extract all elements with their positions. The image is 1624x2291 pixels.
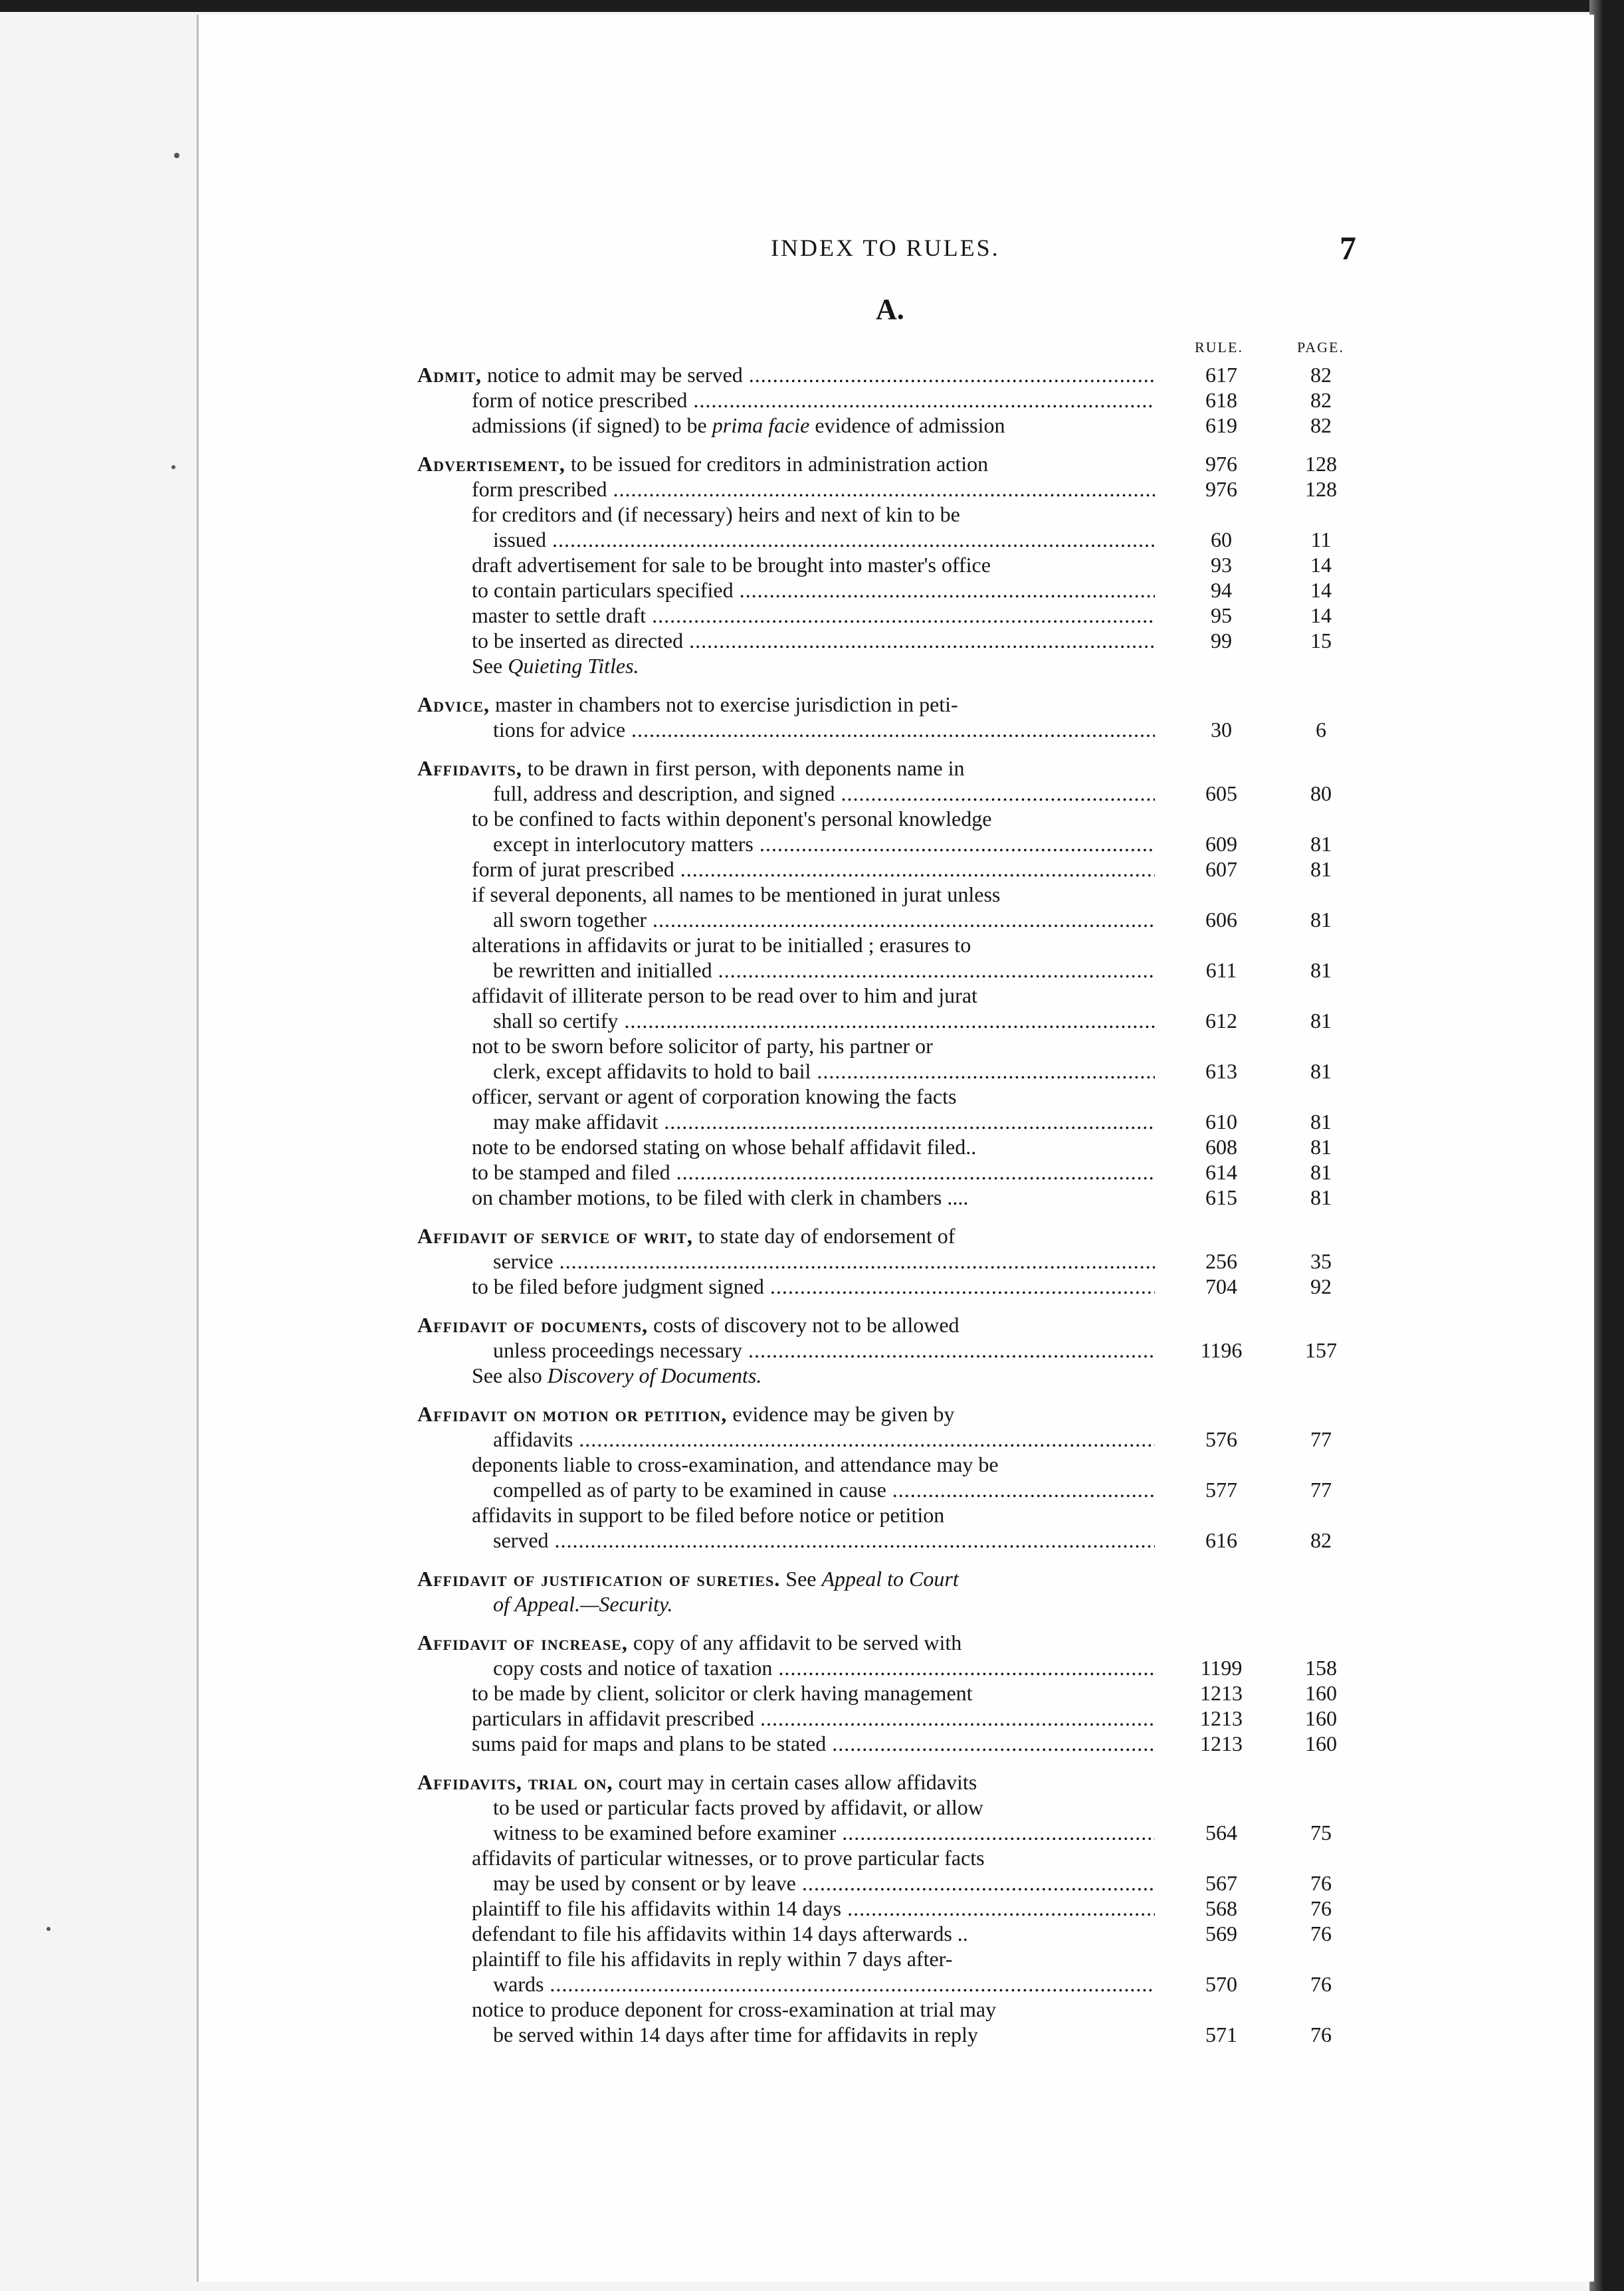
index-text: costs of discovery not to be allowed bbox=[648, 1313, 960, 1337]
rule-number: 704 bbox=[1205, 1274, 1237, 1298]
index-line bbox=[417, 1946, 1381, 1971]
page-reference: 77 bbox=[1310, 1478, 1332, 1502]
index-keyword: Affidavit on motion or petition, bbox=[417, 1402, 728, 1426]
index-line bbox=[417, 907, 1381, 932]
rule-number: 610 bbox=[1205, 1110, 1237, 1134]
page-number: 7 bbox=[1340, 229, 1356, 266]
index-text: master to settle draft bbox=[472, 603, 647, 627]
index-line-text bbox=[417, 1223, 1162, 1248]
rule-number: 607 bbox=[1205, 857, 1237, 881]
index-text: shall so certify bbox=[493, 1009, 619, 1033]
index-text: may make affidavit bbox=[493, 1110, 659, 1134]
page-reference: 35 bbox=[1310, 1249, 1332, 1273]
index-text: unless proceedings necessary bbox=[493, 1338, 742, 1362]
rule-number: 93 bbox=[1211, 553, 1232, 577]
index-text: wards bbox=[493, 1972, 544, 1996]
index-line bbox=[417, 1971, 1381, 1997]
index-line-text bbox=[493, 1248, 1155, 1274]
index-line-text bbox=[472, 413, 1175, 438]
index-text: plaintiff to file his affidavits within 14 days bbox=[472, 1896, 842, 1920]
index-line bbox=[417, 1452, 1381, 1477]
index-line-text bbox=[493, 717, 1155, 742]
page-reference: 15 bbox=[1310, 629, 1332, 652]
index-line-text bbox=[472, 1997, 1175, 2022]
index-text: officer, servant or agent of corporation knowing the facts bbox=[472, 1084, 957, 1108]
index-line bbox=[417, 1731, 1381, 1756]
index-text: to be made by client, solicitor or clerk having management bbox=[472, 1681, 973, 1705]
rule-number: 567 bbox=[1205, 1871, 1237, 1895]
index-line bbox=[417, 1084, 1381, 1109]
index-line bbox=[417, 1033, 1381, 1058]
index-text: tions for advice bbox=[493, 718, 626, 742]
index-text: issued bbox=[493, 528, 546, 551]
index-line-text bbox=[472, 577, 1155, 603]
page-reference: 81 bbox=[1310, 908, 1332, 932]
index-text: draft advertisement for sale to be brought into master's office bbox=[472, 553, 991, 577]
rule-number: 1199 bbox=[1200, 1656, 1243, 1680]
index-line bbox=[417, 1058, 1381, 1084]
index-line bbox=[417, 755, 1381, 781]
index-line-text bbox=[472, 1274, 1155, 1299]
rule-number: 612 bbox=[1205, 1009, 1237, 1033]
index-line bbox=[417, 1896, 1381, 1921]
index-line bbox=[417, 1921, 1381, 1946]
index-line bbox=[417, 1363, 1381, 1388]
index-text: except in interlocutory matters bbox=[493, 832, 754, 856]
index-entry bbox=[417, 1223, 1381, 1299]
index-text: witness to be examined before examiner bbox=[493, 1821, 837, 1844]
index-text: copy of any affidavit to be served with bbox=[627, 1631, 962, 1654]
index-line bbox=[417, 1223, 1381, 1248]
page-reference: 14 bbox=[1310, 578, 1332, 602]
index-line-text bbox=[493, 1427, 1155, 1452]
index-line bbox=[417, 502, 1381, 527]
index-line-text bbox=[417, 1566, 1162, 1591]
index-line bbox=[417, 552, 1381, 577]
index-text: to contain particulars specified bbox=[472, 578, 734, 602]
index-keyword: Affidavits, trial on, bbox=[417, 1770, 613, 1794]
scan-right-edge bbox=[1589, 0, 1624, 2291]
page-reference: 11 bbox=[1310, 528, 1332, 551]
page-reference: 77 bbox=[1310, 1427, 1332, 1451]
rule-number: 577 bbox=[1205, 1478, 1237, 1502]
page-reference: 76 bbox=[1310, 1871, 1332, 1895]
page-reference: 81 bbox=[1310, 857, 1332, 881]
page-reference: 76 bbox=[1310, 2023, 1332, 2046]
index-text: to be confined to facts within deponent's personal knowledge bbox=[472, 807, 992, 831]
index-line-text bbox=[493, 957, 1155, 983]
index-entry bbox=[417, 1566, 1381, 1617]
index-line bbox=[417, 1528, 1381, 1553]
index-line bbox=[417, 1312, 1381, 1338]
index-text: full, address and description, and signed bbox=[493, 781, 835, 805]
index-line-text bbox=[472, 1896, 1155, 1921]
section-letter: A. bbox=[876, 293, 904, 326]
index-line-text bbox=[493, 831, 1155, 856]
index-line-text bbox=[493, 527, 1155, 552]
index-text: affidavits bbox=[493, 1427, 573, 1451]
rule-number: 564 bbox=[1205, 1821, 1237, 1844]
index-text: affidavits of particular witnesses, or to prove particular facts bbox=[472, 1846, 985, 1870]
index-line-text bbox=[472, 1185, 1175, 1210]
index-line-text bbox=[472, 1921, 1175, 1946]
index-line-text bbox=[472, 1033, 1175, 1058]
index-line-text bbox=[472, 1452, 1175, 1477]
page-reference: 75 bbox=[1310, 1821, 1332, 1844]
index-text: served bbox=[493, 1528, 549, 1552]
index-text: notice to produce deponent for cross-examination at trial may bbox=[472, 1997, 997, 2021]
rule-number: 571 bbox=[1205, 2023, 1237, 2046]
index-text: note to be endorsed stating on whose behalf affidavit filed.. bbox=[472, 1135, 977, 1159]
index-text: affidavit of illiterate person to be read over to him and jurat bbox=[472, 983, 977, 1007]
index-entry bbox=[417, 362, 1381, 438]
index-line bbox=[417, 1630, 1381, 1655]
index-text: form prescribed bbox=[472, 477, 607, 501]
index-line-text bbox=[472, 502, 1175, 527]
index-line bbox=[417, 577, 1381, 603]
rule-number: 618 bbox=[1205, 388, 1237, 412]
index-text: be served within 14 days after time for affidavits in reply bbox=[493, 2023, 978, 2046]
index-line-text bbox=[493, 1008, 1155, 1033]
index-cross-reference: prima facie bbox=[712, 413, 810, 437]
page-reference: 160 bbox=[1305, 1732, 1337, 1755]
index-line bbox=[417, 692, 1381, 717]
index-line-text bbox=[417, 1401, 1162, 1427]
index-line-text bbox=[493, 1591, 1171, 1617]
rule-number: 1213 bbox=[1200, 1732, 1243, 1755]
index-line bbox=[417, 527, 1381, 552]
index-line bbox=[417, 1655, 1381, 1680]
index-cross-reference: Appeal to Court bbox=[821, 1567, 959, 1591]
index-line-text bbox=[472, 932, 1175, 957]
index-line bbox=[417, 1248, 1381, 1274]
rule-number: 611 bbox=[1205, 958, 1237, 982]
rule-number: 576 bbox=[1205, 1427, 1237, 1451]
index-text: for creditors and (if necessary) heirs and next of kin to be bbox=[472, 502, 960, 526]
index-line bbox=[417, 1845, 1381, 1870]
rule-number: 976 bbox=[1205, 477, 1237, 501]
index-line-text bbox=[472, 1731, 1155, 1756]
index-line bbox=[417, 2022, 1381, 2047]
index-text: sums paid for maps and plans to be stated bbox=[472, 1732, 827, 1755]
rule-number: 570 bbox=[1205, 1972, 1237, 1996]
rule-number: 608 bbox=[1205, 1135, 1237, 1159]
rule-number: 616 bbox=[1205, 1528, 1237, 1552]
index-line-text bbox=[472, 806, 1175, 831]
index-keyword: Advertisement, bbox=[417, 452, 565, 476]
index-text: to be drawn in first person, with deponents name in bbox=[522, 756, 965, 780]
index-line bbox=[417, 831, 1381, 856]
index-line-text bbox=[472, 653, 1175, 678]
index-text: alterations in affidavits or jurat to be initialled ; erasures to bbox=[472, 933, 971, 957]
index-line bbox=[417, 1109, 1381, 1134]
rule-number: 615 bbox=[1205, 1185, 1237, 1209]
index-line bbox=[417, 1401, 1381, 1427]
page-reference: 14 bbox=[1310, 553, 1332, 577]
index-text: master in chambers not to exercise jurisdiction in peti- bbox=[490, 692, 958, 716]
rule-number: 95 bbox=[1211, 603, 1232, 627]
index-cross-reference: Quieting Titles. bbox=[508, 654, 639, 678]
index-line bbox=[417, 1997, 1381, 2022]
index-line-text bbox=[417, 1630, 1162, 1655]
page-reference: 76 bbox=[1310, 1972, 1332, 1996]
index-keyword: Affidavit of increase, bbox=[417, 1631, 628, 1654]
index-entry bbox=[417, 755, 1381, 1210]
page-reference: 82 bbox=[1310, 413, 1332, 437]
index-line-text bbox=[472, 1845, 1175, 1870]
index-line-text bbox=[493, 1870, 1155, 1896]
index-text: to be used or particular facts proved by affidavit, or allow bbox=[493, 1795, 983, 1819]
index-line bbox=[417, 476, 1381, 502]
index-text: to be issued for creditors in administration action bbox=[565, 452, 989, 476]
index-entry bbox=[417, 692, 1381, 742]
index-line-text bbox=[417, 362, 1155, 387]
index-entry bbox=[417, 1769, 1381, 2047]
index-line-text bbox=[472, 1084, 1175, 1109]
index-line-text bbox=[472, 983, 1175, 1008]
index-line bbox=[417, 1008, 1381, 1033]
page-reference: 82 bbox=[1310, 1528, 1332, 1552]
rule-number: 614 bbox=[1205, 1160, 1237, 1184]
index-line-text bbox=[417, 451, 1162, 476]
index-line-text bbox=[472, 1363, 1175, 1388]
index-text: defendant to file his affidavits within 14 days afterwards .. bbox=[472, 1922, 968, 1945]
index-entry bbox=[417, 451, 1381, 678]
page-reference: 82 bbox=[1310, 363, 1332, 387]
index-text: to be inserted as directed bbox=[472, 629, 684, 652]
index-line bbox=[417, 1134, 1381, 1159]
index-line-text bbox=[417, 1769, 1162, 1795]
index-line-text bbox=[493, 1820, 1155, 1845]
index-line bbox=[417, 1274, 1381, 1299]
page-reference: 81 bbox=[1310, 1135, 1332, 1159]
index-line-text bbox=[472, 856, 1155, 882]
page-reference: 128 bbox=[1305, 452, 1337, 476]
column-header-page: PAGE. bbox=[1297, 339, 1344, 355]
index-text: form of jurat prescribed bbox=[472, 857, 674, 881]
index-line bbox=[417, 1159, 1381, 1185]
index-text: on chamber motions, to be filed with clerk in chambers .... bbox=[472, 1185, 969, 1209]
index-text: clerk, except affidavits to hold to bail bbox=[493, 1059, 811, 1083]
index-text: not to be sworn before solicitor of party, his partner or bbox=[472, 1034, 933, 1058]
index-keyword: Affidavit of justification of sureties. bbox=[417, 1567, 781, 1591]
rule-number: 94 bbox=[1211, 578, 1232, 602]
index-line bbox=[417, 1185, 1381, 1210]
index-line bbox=[417, 806, 1381, 831]
scan-top-edge bbox=[0, 0, 1624, 12]
index-line bbox=[417, 603, 1381, 628]
page-reference: 81 bbox=[1310, 832, 1332, 856]
index-line bbox=[417, 1795, 1381, 1820]
index-text: particulars in affidavit prescribed bbox=[472, 1706, 755, 1730]
rule-number: 569 bbox=[1205, 1922, 1237, 1945]
index-line-text bbox=[493, 1058, 1155, 1084]
index-line-text bbox=[472, 476, 1155, 502]
index-line bbox=[417, 856, 1381, 882]
index-text: all sworn together bbox=[493, 908, 647, 932]
index-text: affidavits in support to be filed before notice or petition bbox=[472, 1503, 945, 1527]
index-text: evidence of admission bbox=[809, 413, 1005, 437]
rule-number: 99 bbox=[1211, 629, 1232, 652]
index-line-text bbox=[472, 387, 1155, 413]
page-reference: 14 bbox=[1310, 603, 1332, 627]
rule-number: 605 bbox=[1205, 781, 1237, 805]
page-reference: 81 bbox=[1310, 1160, 1332, 1184]
index-line-text bbox=[493, 1109, 1155, 1134]
rule-number: 256 bbox=[1205, 1249, 1237, 1273]
index-entry bbox=[417, 1401, 1381, 1553]
index-line bbox=[417, 1502, 1381, 1528]
index-text: may be used by consent or by leave bbox=[493, 1871, 796, 1895]
index-line bbox=[417, 1820, 1381, 1845]
index-line-text bbox=[472, 1502, 1175, 1528]
index-line-text bbox=[472, 1134, 1175, 1159]
index-text: to be filed before judgment signed bbox=[472, 1274, 764, 1298]
index-line-text bbox=[472, 1706, 1155, 1731]
index-line-text bbox=[417, 755, 1162, 781]
index-text: to state day of endorsement of bbox=[692, 1224, 956, 1248]
index-line bbox=[417, 1338, 1381, 1363]
page-reference: 6 bbox=[1316, 718, 1326, 742]
rule-number: 1196 bbox=[1200, 1338, 1243, 1362]
index-line-text bbox=[493, 1971, 1155, 1997]
index-line-text bbox=[472, 882, 1175, 907]
index-line-text bbox=[472, 552, 1175, 577]
index-line bbox=[417, 781, 1381, 806]
page-reference: 160 bbox=[1305, 1706, 1337, 1730]
index-keyword: Affidavits, bbox=[417, 756, 522, 780]
index-entry bbox=[417, 1312, 1381, 1388]
index-line bbox=[417, 1870, 1381, 1896]
index-line-text bbox=[493, 907, 1155, 932]
running-title: INDEX TO RULES. bbox=[771, 235, 1000, 261]
page-reference: 128 bbox=[1305, 477, 1337, 501]
page-reference: 81 bbox=[1310, 1009, 1332, 1033]
index-keyword: Advice, bbox=[417, 692, 490, 716]
index-line-text bbox=[472, 1680, 1175, 1706]
index-text: admissions (if signed) to be bbox=[472, 413, 712, 437]
page-reference: 81 bbox=[1310, 958, 1332, 982]
index-line bbox=[417, 882, 1381, 907]
index-line bbox=[417, 932, 1381, 957]
index-text: compelled as of party to be examined in cause bbox=[493, 1478, 886, 1502]
index-line-text bbox=[417, 692, 1162, 717]
index-line-text bbox=[493, 1338, 1155, 1363]
index-text: plaintiff to file his affidavits in reply within 7 days after- bbox=[472, 1947, 953, 1971]
index-line-text bbox=[493, 781, 1155, 806]
index-line bbox=[417, 413, 1381, 438]
index-text: court may in certain cases allow affidavits bbox=[613, 1770, 977, 1794]
index-text: See bbox=[472, 654, 508, 678]
index-line-text bbox=[472, 628, 1155, 653]
index-line bbox=[417, 1566, 1381, 1591]
page-reference: 160 bbox=[1305, 1681, 1337, 1705]
rule-number: 568 bbox=[1205, 1896, 1237, 1920]
column-header-rule: RULE. bbox=[1195, 339, 1243, 355]
rule-number: 976 bbox=[1205, 452, 1237, 476]
index-cross-reference: Discovery of Documents. bbox=[547, 1363, 762, 1387]
index-line-text bbox=[493, 1795, 1171, 1820]
page-reference: 80 bbox=[1310, 781, 1332, 805]
rule-number: 1213 bbox=[1200, 1706, 1243, 1730]
rule-number: 60 bbox=[1211, 528, 1232, 551]
index-text: to be stamped and filed bbox=[472, 1160, 670, 1184]
scan-speck bbox=[47, 1927, 51, 1931]
page-reference: 81 bbox=[1310, 1110, 1332, 1134]
index-line bbox=[417, 1427, 1381, 1452]
index-text: evidence may be given by bbox=[727, 1402, 955, 1426]
index-line-text bbox=[472, 1159, 1155, 1185]
page-reference: 92 bbox=[1310, 1274, 1332, 1298]
index-text: be rewritten and initialled bbox=[493, 958, 712, 982]
scan-speck bbox=[174, 153, 179, 158]
rule-number: 619 bbox=[1205, 413, 1237, 437]
index-line bbox=[417, 653, 1381, 678]
index-line-text bbox=[417, 1312, 1162, 1338]
index-text: deponents liable to cross-examination, and attendance may be bbox=[472, 1452, 999, 1476]
rule-number: 609 bbox=[1205, 832, 1237, 856]
index-line bbox=[417, 717, 1381, 742]
index-text: notice to admit may be served bbox=[482, 363, 743, 387]
page-reference: 81 bbox=[1310, 1185, 1332, 1209]
index-entry bbox=[417, 1630, 1381, 1756]
index-line-text bbox=[472, 603, 1155, 628]
index-line bbox=[417, 362, 1381, 387]
index-keyword: Affidavit of documents, bbox=[417, 1313, 649, 1337]
page-reference: 158 bbox=[1305, 1656, 1337, 1680]
index-text: form of notice prescribed bbox=[472, 388, 688, 412]
index-line-text bbox=[493, 1477, 1155, 1502]
index-line bbox=[417, 983, 1381, 1008]
page-reference: 157 bbox=[1305, 1338, 1337, 1362]
index-line-text bbox=[493, 1655, 1155, 1680]
rule-number: 617 bbox=[1205, 363, 1237, 387]
rule-number: 1213 bbox=[1200, 1681, 1243, 1705]
index-entries bbox=[417, 362, 1381, 2060]
index-line bbox=[417, 1591, 1381, 1617]
index-line bbox=[417, 451, 1381, 476]
index-line-text bbox=[493, 1528, 1155, 1553]
index-text: copy costs and notice of taxation bbox=[493, 1656, 773, 1680]
rule-number: 606 bbox=[1205, 908, 1237, 932]
index-text: if several deponents, all names to be mentioned in jurat unless bbox=[472, 882, 1001, 906]
index-keyword: Affidavit of service of writ, bbox=[417, 1224, 693, 1248]
index-line bbox=[417, 1680, 1381, 1706]
index-line-text bbox=[472, 1946, 1175, 1971]
index-text: service bbox=[493, 1249, 554, 1273]
index-line-text bbox=[493, 2022, 1171, 2047]
index-line bbox=[417, 1477, 1381, 1502]
rule-number: 613 bbox=[1205, 1059, 1237, 1083]
index-line bbox=[417, 1769, 1381, 1795]
index-line bbox=[417, 628, 1381, 653]
page-reference: 76 bbox=[1310, 1922, 1332, 1945]
page-reference: 81 bbox=[1310, 1059, 1332, 1083]
index-line bbox=[417, 387, 1381, 413]
index-cross-reference: of Appeal.—Security. bbox=[493, 1592, 673, 1616]
page-reference: 82 bbox=[1310, 388, 1332, 412]
index-line bbox=[417, 957, 1381, 983]
index-text: See also bbox=[472, 1363, 548, 1387]
page-reference: 76 bbox=[1310, 1896, 1332, 1920]
index-keyword: Admit, bbox=[417, 363, 482, 387]
scan-speck bbox=[171, 465, 175, 469]
rule-number: 30 bbox=[1211, 718, 1232, 742]
index-text: See bbox=[780, 1567, 822, 1591]
index-line bbox=[417, 1706, 1381, 1731]
